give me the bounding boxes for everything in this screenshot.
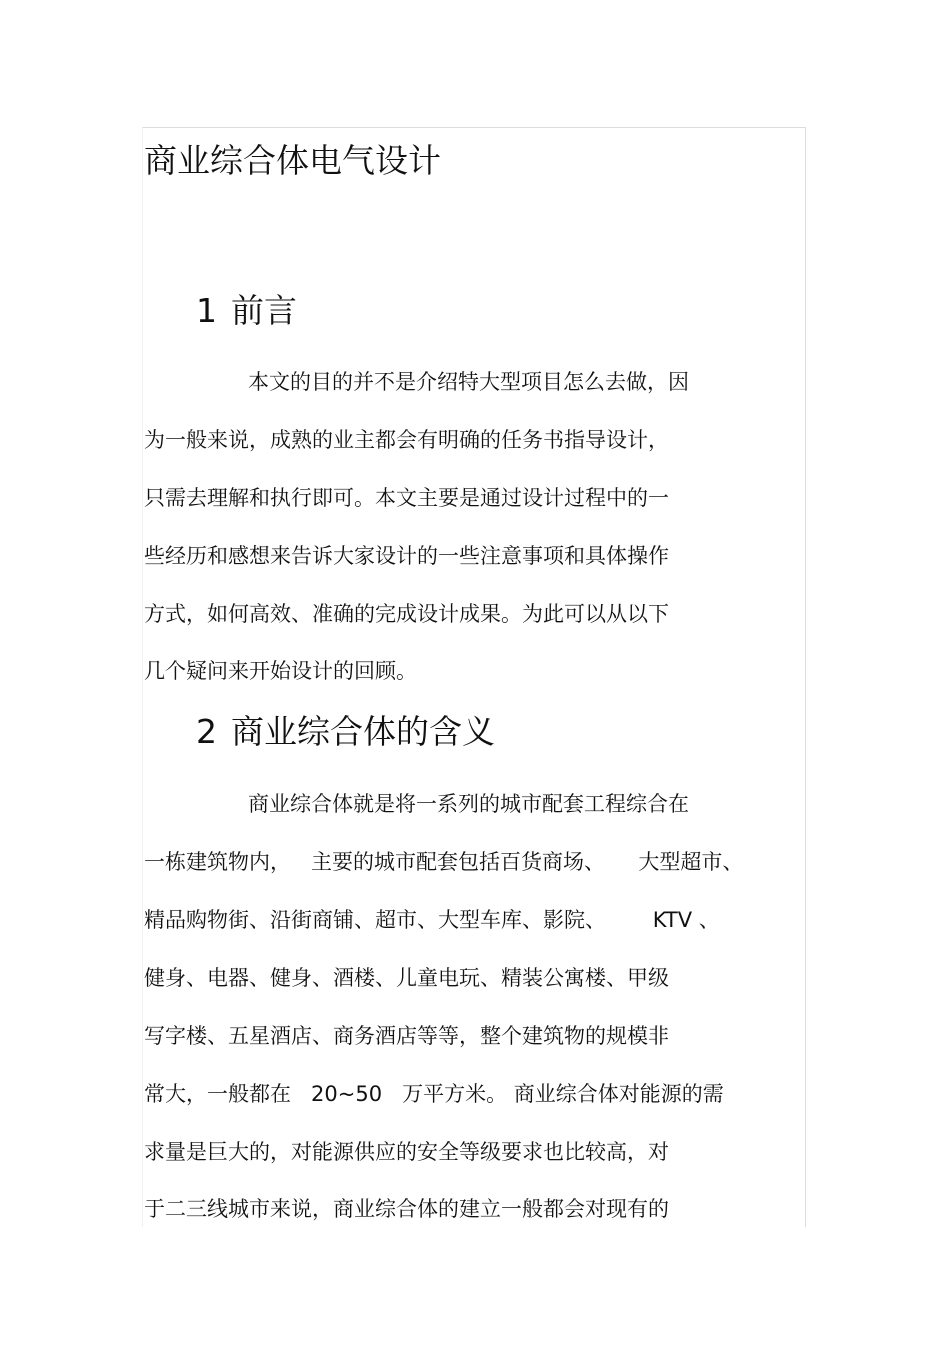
section-number: 2 (196, 712, 217, 751)
paragraph-line: 于二三线城市来说，商业综合体的建立一般都会对现有的 (144, 1197, 669, 1221)
section-number: 1 (196, 291, 217, 330)
paragraph-line: 商业综合体就是将一系列的城市配套工程综合在 (248, 792, 689, 816)
section-heading-1 (196, 289, 297, 333)
paragraph-line: 几个疑问来开始设计的回顾。 (144, 659, 417, 683)
paragraph-line: 些经历和感想来告诉大家设计的一些注意事项和具体操作 (144, 544, 669, 568)
section-title: 前言 (231, 291, 297, 330)
paragraph-line: 健身、电器、健身、酒楼、儿童电玩、精装公寓楼、甲级 (144, 966, 669, 990)
paragraph-line: 求量是巨大的，对能源供应的安全等级要求也比较高，对 (144, 1140, 669, 1164)
paragraph-line: 为一般来说，成熟的业主都会有明确的任务书指导设计， (144, 428, 669, 452)
paragraph-line: 一栋建筑物内， 主要的城市配套包括百货商场、 大型超市、 (144, 850, 744, 874)
paragraph-line: 写字楼、五星酒店、商务酒店等等，整个建筑物的规模非 (144, 1024, 669, 1048)
section-title: 商业综合体的含义 (231, 712, 495, 751)
paragraph-line: 本文的目的并不是介绍特大型项目怎么去做，因 (248, 370, 689, 394)
paragraph-line: 常大，一般都在 20~50 万平方米。 商业综合体对能源的需 (144, 1082, 724, 1106)
document-title: 商业综合体电气设计 (144, 141, 441, 180)
paragraph-line: 只需去理解和执行即可。本文主要是通过设计过程中的一 (144, 486, 669, 510)
paragraph-line: 方式，如何高效、准确的完成设计成果。为此可以从以下 (144, 602, 669, 626)
paragraph-line: 精品购物街、沿街商铺、超市、大型车库、影院、 KTV 、 (144, 908, 720, 932)
section-heading-2 (196, 710, 495, 754)
